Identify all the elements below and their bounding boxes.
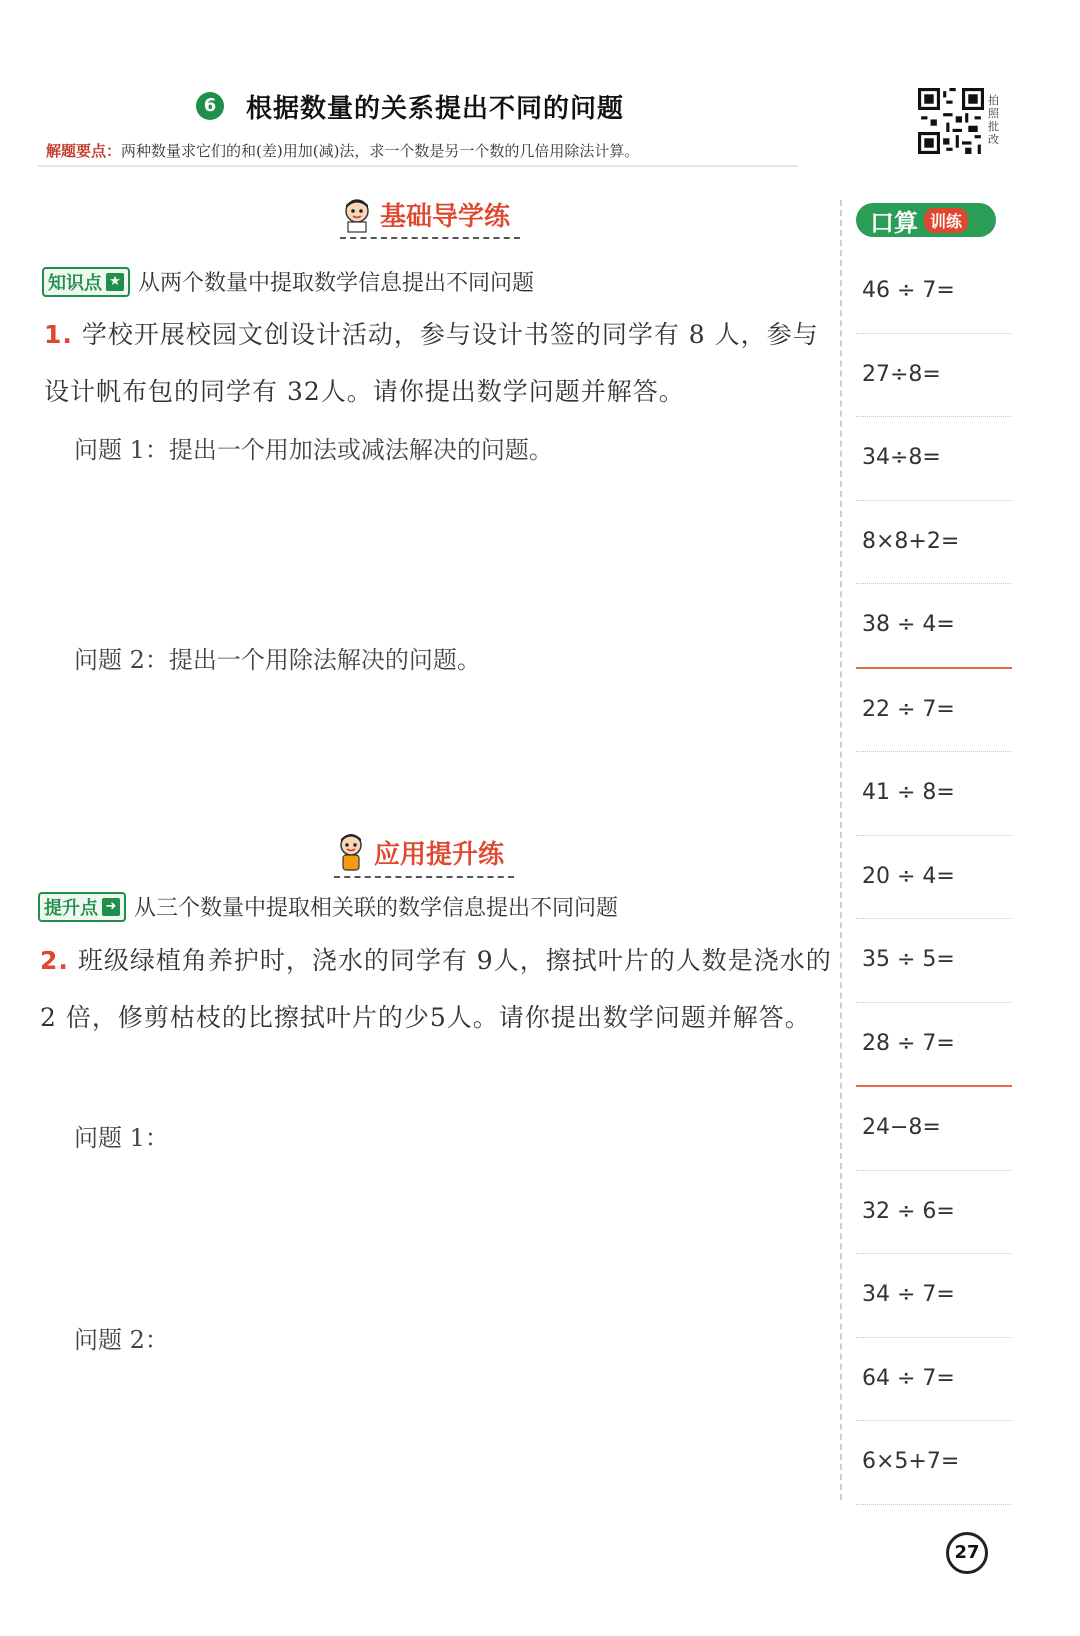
heading-underline [334, 876, 514, 878]
qr-caption: 拍照批改 [988, 94, 999, 146]
calc-expression: 46 ÷ 7= [862, 278, 955, 303]
calc-item [856, 836, 1012, 920]
section-heading-basic [340, 196, 510, 233]
heading-underline [340, 237, 520, 239]
calc-expression: 34÷8= [862, 445, 941, 470]
tip-text: 两种数量求它们的和(差)用加(减)法，求一个数是另一个数的几倍用除法计算。 [121, 142, 640, 160]
improvement-point-row [38, 891, 618, 922]
section-heading-applied [334, 832, 504, 872]
calc-expression: 32 ÷ 6= [862, 1198, 955, 1224]
question-2 [40, 932, 840, 1046]
knowledge-point-tag [42, 267, 130, 297]
knowledge-point-text: 从两个数量中提取数学信息提出不同问题 [138, 271, 535, 296]
question-number: 1. [44, 320, 73, 349]
badge-main: 口算 [870, 208, 918, 237]
question-2-part-1: 问题 1： [74, 1124, 169, 1152]
calc-expression: 28 ÷ 7= [862, 1030, 955, 1056]
calc-item [856, 584, 1012, 669]
question-number: 2. [40, 946, 69, 975]
calc-item [856, 1087, 1012, 1171]
panel-divider [840, 200, 842, 1500]
tip-label: 解题要点： [46, 142, 122, 160]
star-icon: ★ [106, 273, 124, 291]
qr-code-icon[interactable] [918, 88, 984, 154]
arrow-icon: ➜ [102, 898, 120, 916]
lesson-number-badge: 6 [196, 92, 224, 120]
calc-expression: 34 ÷ 7= [862, 1282, 955, 1307]
question-1-part-1: 问题 1：提出一个用加法或减法解决的问题。 [74, 436, 553, 464]
question-text: 班级绿植角养护时，浇水的同学有 9人，擦拭叶片的人数是浇水的2 倍，修剪枯枝的比擦拭叶片的少5人。请你提出数学问题并解答。 [40, 946, 832, 1032]
tip-underline [38, 165, 798, 167]
oral-calc-list [856, 250, 1012, 1505]
calc-expression: 20 ÷ 4= [862, 863, 955, 889]
tag-label: 提升点 [44, 897, 98, 919]
calc-expression: 35 ÷ 5= [862, 947, 955, 972]
calc-item [856, 919, 1012, 1003]
calc-item [856, 334, 1012, 418]
question-2-part-2: 问题 2： [74, 1326, 169, 1354]
calc-item [856, 1171, 1012, 1255]
student-mascot-icon [334, 832, 368, 872]
calc-expression: 24−8= [862, 1115, 941, 1140]
question-1-part-2: 问题 2：提出一个用除法解决的问题。 [74, 646, 481, 674]
calc-item [856, 501, 1012, 585]
calc-expression: 27÷8= [862, 361, 941, 387]
tag-label: 知识点 [48, 272, 102, 294]
calc-expression: 6×5+7= [862, 1449, 960, 1474]
improvement-point-text: 从三个数量中提取相关联的数学信息提出不同问题 [134, 896, 619, 921]
calc-item [856, 752, 1012, 836]
knowledge-point-row [42, 266, 534, 297]
solution-tip [46, 140, 639, 161]
student-mascot-icon [340, 197, 374, 233]
calc-expression: 64 ÷ 7= [862, 1365, 955, 1391]
lesson-title: 根据数量的关系提出不同的问题 [246, 94, 625, 124]
badge-sub: 训练 [924, 208, 968, 233]
calc-expression: 22 ÷ 7= [862, 696, 955, 722]
section-label: 应用提升练 [374, 839, 505, 870]
oral-calc-badge [856, 203, 996, 237]
calc-item [856, 1254, 1012, 1338]
calc-item [856, 669, 1012, 753]
page-number: 27 [946, 1532, 988, 1574]
calc-item [856, 1003, 1012, 1088]
section-label: 基础导学练 [380, 202, 511, 232]
calc-item [856, 250, 1012, 334]
improvement-point-tag [38, 892, 126, 922]
calc-expression: 8×8+2= [862, 528, 960, 554]
calc-item [856, 417, 1012, 501]
question-text: 学校开展校园文创设计活动，参与设计书签的同学有 8 人，参与设计帆布包的同学有 32人。请你提出数学问题并解答。 [44, 320, 819, 406]
calc-expression: 41 ÷ 8= [862, 780, 955, 805]
calc-expression: 38 ÷ 4= [862, 612, 955, 637]
calc-item [856, 1338, 1012, 1422]
calc-item [856, 1421, 1012, 1505]
question-1 [44, 306, 844, 420]
